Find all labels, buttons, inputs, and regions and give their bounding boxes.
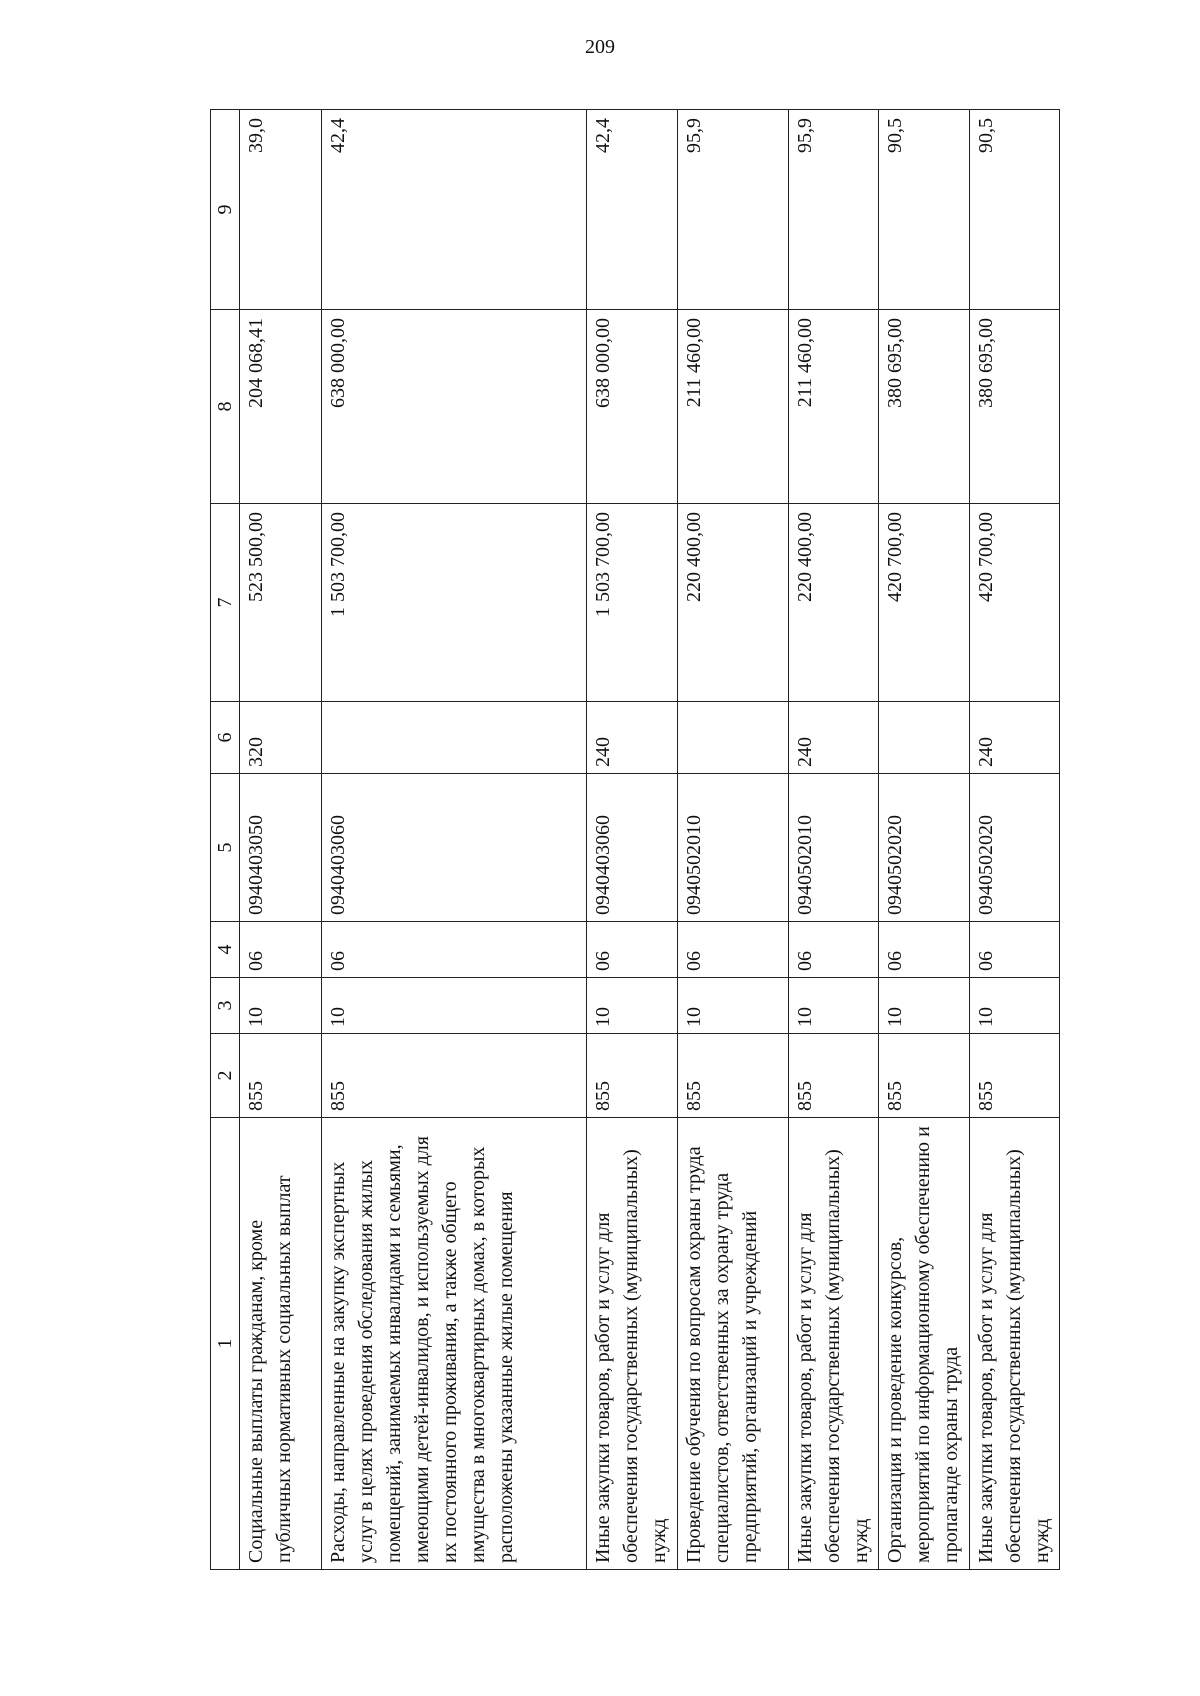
cell-executed: 211 460,00 (789, 310, 879, 504)
row-description: Иные закупки товаров, работ и услуг для обеспечения государственных (муниципальных) нужд (587, 1118, 677, 1570)
row-description: Социальные выплаты гражданам, кроме публичных нормативных социальных выплат (240, 1118, 321, 1570)
cell-plan: 1 503 700,00 (587, 504, 677, 702)
cell-percent: 95,9 (677, 110, 789, 310)
row-description: Иные закупки товаров, работ и услуг для обеспечения государственных (муниципальных) нужд (789, 1118, 879, 1570)
cell-admin-code: 855 (969, 1034, 1059, 1118)
column-header: 8 (211, 310, 240, 504)
column-header: 3 (211, 978, 240, 1034)
cell-percent: 42,4 (587, 110, 677, 310)
cell-target-code: 0940502020 (969, 774, 1059, 922)
cell-admin-code: 855 (240, 1034, 321, 1118)
column-header: 4 (211, 922, 240, 978)
cell-expense-type (879, 702, 969, 774)
cell-subsection: 06 (677, 922, 789, 978)
cell-executed: 204 068,41 (240, 310, 321, 504)
cell-target-code: 0940502010 (677, 774, 789, 922)
cell-executed: 638 000,00 (587, 310, 677, 504)
page-number: 209 (585, 36, 615, 58)
cell-plan: 1 503 700,00 (321, 504, 587, 702)
cell-admin-code: 855 (677, 1034, 789, 1118)
cell-percent: 95,9 (789, 110, 879, 310)
table-row (321, 110, 587, 1570)
cell-admin-code: 855 (321, 1034, 587, 1118)
cell-percent: 42,4 (321, 110, 587, 310)
cell-expense-type (321, 702, 587, 774)
cell-executed: 380 695,00 (879, 310, 969, 504)
table-row (587, 110, 677, 1570)
cell-expense-type: 240 (789, 702, 879, 774)
cell-executed: 638 000,00 (321, 310, 587, 504)
cell-section: 10 (240, 978, 321, 1034)
cell-subsection: 06 (321, 922, 587, 978)
cell-section: 10 (321, 978, 587, 1034)
cell-expense-type: 240 (969, 702, 1059, 774)
cell-subsection: 06 (789, 922, 879, 978)
cell-section: 10 (789, 978, 879, 1034)
table-row (677, 110, 789, 1570)
table-row (969, 110, 1059, 1570)
cell-expense-type: 320 (240, 702, 321, 774)
cell-target-code: 0940403050 (240, 774, 321, 922)
rotated-table-container (210, 110, 1060, 1570)
cell-target-code: 0940502020 (879, 774, 969, 922)
cell-admin-code: 855 (789, 1034, 879, 1118)
cell-admin-code: 855 (587, 1034, 677, 1118)
column-header: 7 (211, 504, 240, 702)
cell-expense-type (677, 702, 789, 774)
column-header: 9 (211, 110, 240, 310)
column-header: 1 (211, 1118, 240, 1570)
cell-executed: 380 695,00 (969, 310, 1059, 504)
table-row (879, 110, 969, 1570)
column-header: 6 (211, 702, 240, 774)
cell-plan: 220 400,00 (789, 504, 879, 702)
cell-percent: 39,0 (240, 110, 321, 310)
cell-section: 10 (879, 978, 969, 1034)
table-row (789, 110, 879, 1570)
table-header-row (211, 110, 240, 1570)
cell-expense-type: 240 (587, 702, 677, 774)
row-description: Расходы, направленные на закупку экспертных услуг в целях проведения обследования жилых помещений, занимаемых инвалидами и семьями, имеющими детей-инвалидов, и используемых для их постоянного проживания, а также общего имущества в многоквартирных домах, в которых расположены указанные жилые помещения (321, 1118, 587, 1570)
cell-subsection: 06 (587, 922, 677, 978)
cell-percent: 90,5 (879, 110, 969, 310)
cell-plan: 220 400,00 (677, 504, 789, 702)
cell-target-code: 0940403060 (321, 774, 587, 922)
cell-section: 10 (969, 978, 1059, 1034)
cell-target-code: 0940403060 (587, 774, 677, 922)
cell-admin-code: 855 (879, 1034, 969, 1118)
budget-table (210, 109, 1060, 1570)
cell-subsection: 06 (969, 922, 1059, 978)
cell-executed: 211 460,00 (677, 310, 789, 504)
cell-section: 10 (587, 978, 677, 1034)
column-header: 5 (211, 774, 240, 922)
row-description: Организация и проведение конкурсов, мероприятий по информационному обеспечению и пропаганде охраны труда (879, 1118, 969, 1570)
cell-target-code: 0940502010 (789, 774, 879, 922)
cell-section: 10 (677, 978, 789, 1034)
cell-subsection: 06 (879, 922, 969, 978)
cell-percent: 90,5 (969, 110, 1059, 310)
cell-subsection: 06 (240, 922, 321, 978)
cell-plan: 523 500,00 (240, 504, 321, 702)
cell-plan: 420 700,00 (969, 504, 1059, 702)
column-header: 2 (211, 1034, 240, 1118)
cell-plan: 420 700,00 (879, 504, 969, 702)
row-description: Проведение обучения по вопросам охраны труда специалистов, ответственных за охрану труда предприятий, организаций и учреждений (677, 1118, 789, 1570)
table-row (240, 110, 321, 1570)
row-description: Иные закупки товаров, работ и услуг для обеспечения государственных (муниципальных) нужд (969, 1118, 1059, 1570)
